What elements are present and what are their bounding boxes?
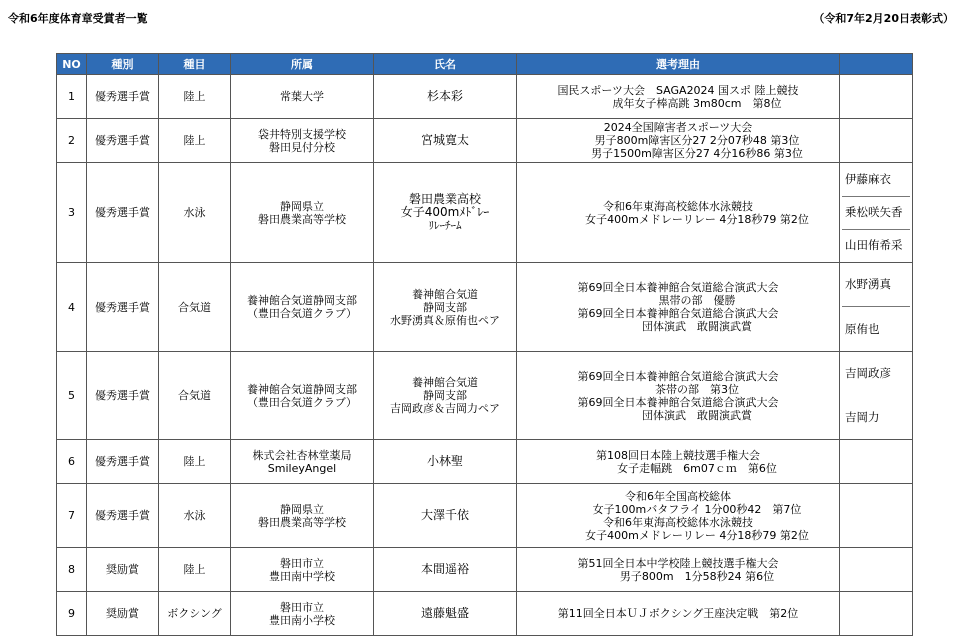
cell-affiliation bbox=[231, 592, 374, 636]
cell-reason bbox=[517, 119, 840, 163]
cell-category: 優秀選手賞 bbox=[87, 263, 159, 352]
cell-reason bbox=[517, 592, 840, 636]
cell-sport: 陸上 bbox=[159, 119, 231, 163]
cell-no: 5 bbox=[57, 352, 87, 440]
cell-sport: 陸上 bbox=[159, 75, 231, 119]
cell-sport: 陸上 bbox=[159, 440, 231, 484]
reason-line: 男子800m 1分58秒24 第6位 bbox=[619, 569, 775, 583]
col-header-no: NO bbox=[57, 54, 87, 75]
affiliation-line: （豊田合気道クラブ） bbox=[246, 307, 358, 320]
reason-line: 令和6年東海高校総体水泳競技 bbox=[603, 515, 753, 529]
award-table bbox=[56, 53, 913, 636]
col-header-name: 氏名 bbox=[374, 54, 517, 75]
name-line: 養神館合気道 bbox=[412, 287, 478, 301]
reason-line: 第11回全日本ＵＪボクシング王座決定戦 第2位 bbox=[557, 607, 799, 620]
cell-affiliation bbox=[231, 263, 374, 352]
member-name: 原侑也 bbox=[845, 321, 880, 336]
reason-line: 女子400mメドレーリレー 4分18秒79 第2位 bbox=[585, 528, 809, 542]
affiliation-line: 磐田見付分校 bbox=[269, 140, 335, 154]
cell-no: 1 bbox=[57, 75, 87, 119]
name-line: 小林聖 bbox=[426, 454, 463, 468]
cell-affiliation bbox=[231, 352, 374, 440]
cell-sport: ボクシング bbox=[159, 592, 231, 636]
reason-line: 第108回日本陸上競技選手権大会 bbox=[596, 448, 760, 462]
reason-line: 茶帯の部 第3位 bbox=[655, 382, 739, 396]
table-row bbox=[57, 163, 913, 263]
col-header-affiliation: 所属 bbox=[231, 54, 374, 75]
table-row bbox=[57, 352, 913, 440]
table-row bbox=[57, 592, 913, 636]
name-line: 杉本彩 bbox=[426, 89, 463, 103]
cell-members bbox=[840, 548, 913, 592]
reason-line: 2024全国障害者スポーツ大会 bbox=[603, 121, 753, 134]
reason-line: 第69回全日本養神館合気道総合演武大会 bbox=[577, 369, 779, 383]
affiliation-line: 磐田市立 bbox=[280, 556, 324, 570]
name-line: ﾘﾚｰﾁｰﾑ bbox=[428, 219, 462, 232]
name-line: 遠藤魁盛 bbox=[420, 606, 469, 620]
cell-affiliation bbox=[231, 163, 374, 263]
table-header-row bbox=[57, 54, 913, 75]
reason-line: 男子1500m障害区分27 4分16秒86 第3位 bbox=[591, 147, 803, 160]
cell-category: 優秀選手賞 bbox=[87, 352, 159, 440]
cell-reason bbox=[517, 484, 840, 548]
reason-line: 第69回全日本養神館合気道総合演武大会 bbox=[577, 307, 779, 320]
cell-name bbox=[374, 484, 517, 548]
table-row bbox=[57, 119, 913, 163]
affiliation-line: 静岡県立 bbox=[280, 502, 324, 516]
table-row bbox=[57, 484, 913, 548]
col-header-members bbox=[840, 54, 913, 75]
cell-affiliation bbox=[231, 75, 374, 119]
name-line: 静岡支部 bbox=[423, 389, 467, 402]
cell-affiliation bbox=[231, 440, 374, 484]
member-name: 水野湧真 bbox=[842, 263, 910, 307]
cell-name bbox=[374, 75, 517, 119]
member-name: 吉岡政彦 bbox=[845, 366, 891, 380]
affiliation-line: 磐田市立 bbox=[280, 600, 324, 614]
affiliation-line: 養神館合気道静岡支部 bbox=[247, 294, 357, 307]
table-row bbox=[57, 263, 913, 352]
page-title: 令和6年度体育章受賞者一覧 bbox=[8, 12, 148, 25]
reason-line: 団体演武 敢闘演武賞 bbox=[642, 408, 752, 422]
col-header-reason: 選考理由 bbox=[517, 54, 840, 75]
reason-line: 第69回全日本養神館合気道総合演武大会 bbox=[577, 395, 779, 409]
cell-no: 7 bbox=[57, 484, 87, 548]
affiliation-line: 養神館合気道静岡支部 bbox=[247, 382, 357, 396]
cell-name bbox=[374, 263, 517, 352]
cell-sport: 水泳 bbox=[159, 163, 231, 263]
reason-line: 令和6年東海高校総体水泳競技 bbox=[603, 199, 753, 213]
cell-members bbox=[840, 592, 913, 636]
cell-no: 8 bbox=[57, 548, 87, 592]
cell-category: 優秀選手賞 bbox=[87, 119, 159, 163]
cell-reason bbox=[517, 548, 840, 592]
cell-members bbox=[840, 75, 913, 119]
affiliation-line: 磐田農業高等学校 bbox=[258, 515, 346, 529]
reason-line: 第69回全日本養神館合気道総合演武大会 bbox=[577, 281, 779, 294]
reason-line: 令和6年全国高校総体 bbox=[625, 489, 731, 503]
affiliation-line: 豊田南中学校 bbox=[269, 569, 335, 583]
table-row bbox=[57, 75, 913, 119]
col-header-category: 種別 bbox=[87, 54, 159, 75]
affiliation-line: （豊田合気道クラブ） bbox=[246, 395, 358, 409]
cell-name bbox=[374, 592, 517, 636]
cell-members bbox=[840, 263, 913, 352]
cell-category: 奨励賞 bbox=[87, 548, 159, 592]
cell-category: 奨励賞 bbox=[87, 592, 159, 636]
affiliation-line: 常葉大学 bbox=[280, 90, 324, 103]
member-name: 伊藤麻衣 bbox=[842, 164, 910, 197]
member-name: 吉岡力 bbox=[845, 409, 880, 424]
cell-no: 2 bbox=[57, 119, 87, 163]
cell-name bbox=[374, 548, 517, 592]
cell-members bbox=[840, 352, 913, 440]
cell-members bbox=[840, 440, 913, 484]
cell-reason bbox=[517, 352, 840, 440]
cell-sport: 合気道 bbox=[159, 352, 231, 440]
name-line: 本間遥裕 bbox=[420, 562, 469, 576]
col-header-sport: 種目 bbox=[159, 54, 231, 75]
cell-no: 4 bbox=[57, 263, 87, 352]
cell-name bbox=[374, 163, 517, 263]
affiliation-line: 静岡県立 bbox=[280, 199, 324, 213]
cell-category: 優秀選手賞 bbox=[87, 163, 159, 263]
table-row bbox=[57, 440, 913, 484]
member-name: 乗松咲矢香 bbox=[842, 197, 910, 230]
name-line: 大澤千依 bbox=[420, 508, 469, 522]
reason-line: 男子800m障害区分27 2分07秒48 第3位 bbox=[594, 134, 800, 147]
cell-name bbox=[374, 119, 517, 163]
affiliation-line: 袋井特別支援学校 bbox=[258, 127, 346, 141]
affiliation-line: 株式会社杏林堂薬局 bbox=[252, 448, 352, 462]
reason-line: 女子100mバタフライ 1分00秒42 第7位 bbox=[592, 502, 802, 516]
cell-members bbox=[840, 119, 913, 163]
reason-line: 国民スポーツ大会 SAGA2024 国スポ 陸上競技 bbox=[557, 83, 799, 97]
affiliation-line: 磐田農業高等学校 bbox=[258, 212, 346, 226]
cell-sport: 陸上 bbox=[159, 548, 231, 592]
name-line: 宮城寛太 bbox=[420, 133, 469, 147]
cell-name bbox=[374, 352, 517, 440]
affiliation-line: SmileyAngel bbox=[267, 461, 337, 475]
name-line: 養神館合気道 bbox=[412, 376, 478, 389]
name-line: 吉岡政彦＆吉岡力ペア bbox=[390, 402, 500, 415]
name-line: 静岡支部 bbox=[423, 300, 467, 314]
reason-line: 女子400mメドレーリレー 4分18秒79 第2位 bbox=[585, 212, 809, 226]
cell-reason bbox=[517, 75, 840, 119]
reason-line: 第51回全日本中学校陸上競技選手権大会 bbox=[577, 556, 779, 570]
reason-line: 女子走幅跳 6m07ｃｍ 第6位 bbox=[617, 461, 777, 475]
name-line: 女子400mﾒﾄﾞﾚｰ bbox=[400, 205, 490, 219]
cell-no: 3 bbox=[57, 163, 87, 263]
ceremony-date: （令和7年2月20日表彰式） bbox=[813, 12, 954, 25]
cell-no: 9 bbox=[57, 592, 87, 636]
name-line: 磐田農業高校 bbox=[408, 192, 481, 206]
cell-category: 優秀選手賞 bbox=[87, 440, 159, 484]
cell-affiliation bbox=[231, 119, 374, 163]
cell-affiliation bbox=[231, 484, 374, 548]
cell-reason bbox=[517, 440, 840, 484]
cell-affiliation bbox=[231, 548, 374, 592]
cell-members bbox=[840, 163, 913, 263]
cell-sport: 合気道 bbox=[159, 263, 231, 352]
cell-category: 優秀選手賞 bbox=[87, 75, 159, 119]
reason-line: 団体演武 敢闘演武賞 bbox=[642, 320, 752, 333]
cell-category: 優秀選手賞 bbox=[87, 484, 159, 548]
affiliation-line: 豊田南小学校 bbox=[269, 613, 335, 627]
member-name: 山田侑希采 bbox=[845, 238, 903, 252]
reason-line: 黒帯の部 優勝 bbox=[658, 294, 736, 307]
cell-sport: 水泳 bbox=[159, 484, 231, 548]
reason-line: 成年女子棒高跳 3m80cm 第8位 bbox=[612, 96, 782, 110]
cell-name bbox=[374, 440, 517, 484]
cell-reason bbox=[517, 163, 840, 263]
cell-reason bbox=[517, 263, 840, 352]
name-line: 水野湧真＆原侑也ペア bbox=[390, 313, 500, 327]
cell-no: 6 bbox=[57, 440, 87, 484]
table-row bbox=[57, 548, 913, 592]
cell-members bbox=[840, 484, 913, 548]
